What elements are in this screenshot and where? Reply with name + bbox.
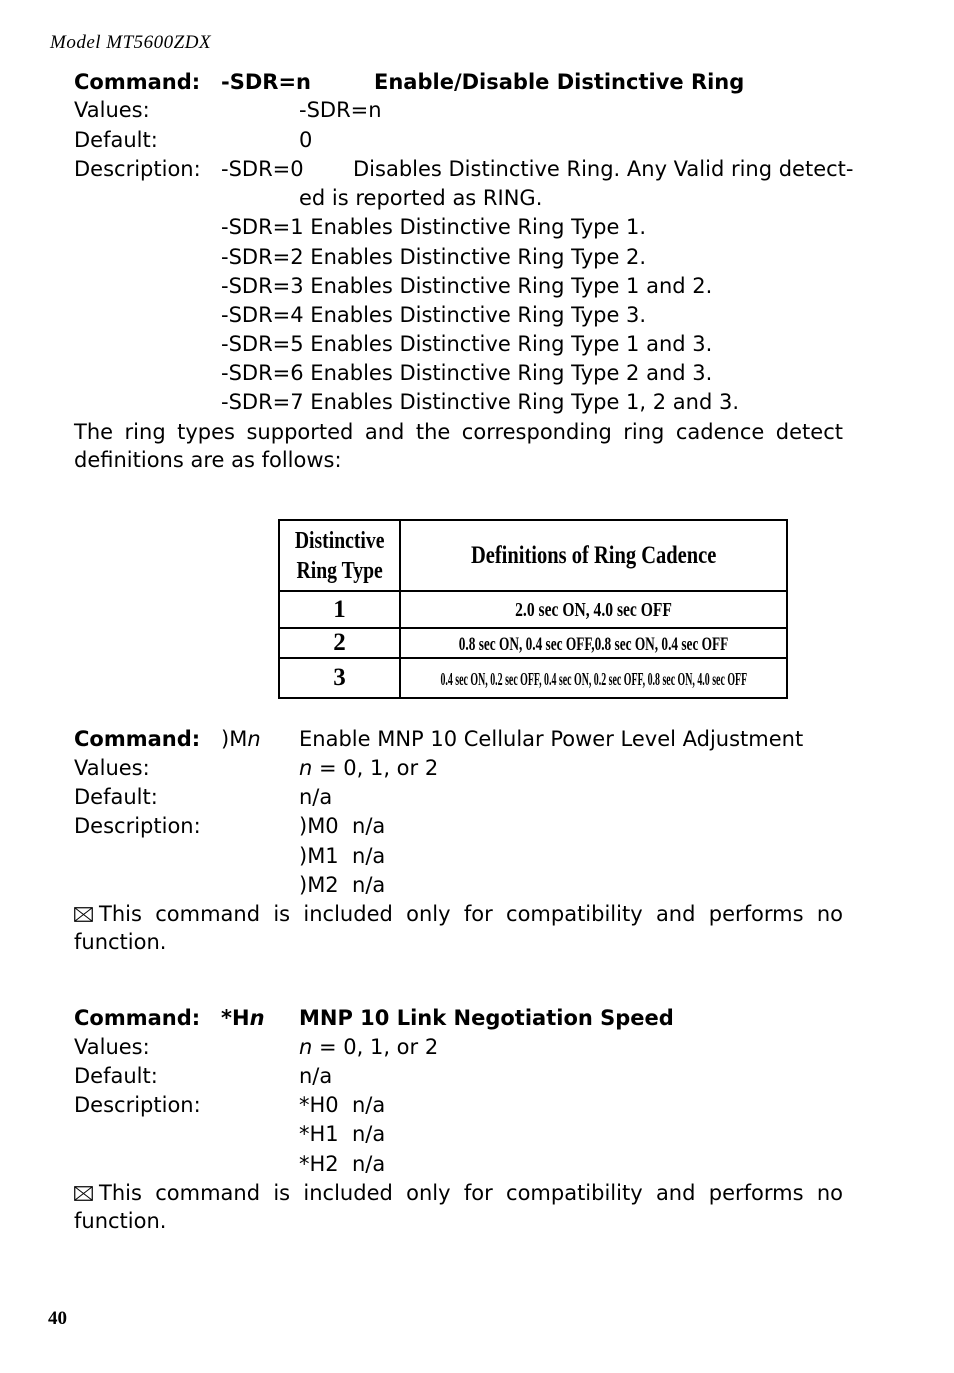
cadence-definition-cell: [400, 658, 787, 698]
hn-values: [299, 1033, 438, 1062]
envelope-note-icon: [74, 907, 93, 922]
sdr-title: Enable/Disable Distinctive Ring: [374, 70, 745, 94]
ring-type-cell: 2: [279, 628, 400, 658]
sdr-option-3: -SDR=3 Enables Distinctive Ring Type 1 and 2.: [221, 274, 713, 298]
sdr-values-label: Values:: [74, 98, 150, 122]
hn-values-label: Values:: [74, 1035, 150, 1059]
sdr-option-7: -SDR=7 Enables Distinctive Ring Type 1, 2 and 3.: [221, 390, 740, 414]
header-cadence-definitions-text: Definitions of Ring Cadence: [470, 541, 717, 569]
hn-note: [74, 1179, 843, 1235]
mn-command-var: n: [247, 727, 261, 751]
hn-command: [221, 1004, 265, 1033]
mn-values-var: n: [299, 756, 313, 780]
hn-option-2: *H2 n/a: [299, 1152, 386, 1176]
table-header-row: [279, 520, 787, 591]
sdr-option-2: -SDR=2 Enables Distinctive Ring Type 2.: [221, 245, 647, 269]
header-ring-type-line2: Ring Type: [296, 557, 383, 584]
sdr-option-6: -SDR=6 Enables Distinctive Ring Type 2 and 3.: [221, 361, 713, 385]
ring-type-cell: 3: [279, 658, 400, 698]
mn-values-label: Values:: [74, 756, 150, 780]
hn-option-1: *H1 n/a: [299, 1122, 386, 1146]
ring-types-paragraph: The ring types supported and the corresponding ring cadence detect definitions are as follows:: [74, 420, 843, 472]
hn-default-label: Default:: [74, 1064, 158, 1088]
cadence-definition-text: 0.8 sec ON, 0.4 sec OFF,0.8 sec ON, 0.4 sec OFF: [458, 633, 729, 655]
table-row: [279, 628, 787, 658]
sdr-option-0-text-cont: ed is reported as RING.: [299, 186, 543, 210]
mn-option-2: )M2 n/a: [299, 873, 386, 897]
mn-command-prefix: )M: [221, 727, 248, 751]
mn-note-text: This command is included only for compatibility and performs no function.: [74, 902, 843, 954]
table-row: [279, 591, 787, 628]
cadence-definition-cell: [400, 591, 787, 628]
mn-values-rest: = 0, 1, or 2: [312, 756, 439, 780]
header-ring-type-line1: Distinctive: [294, 527, 385, 554]
mn-description-label: Description:: [74, 814, 201, 838]
hn-values-var: n: [299, 1035, 313, 1059]
sdr-values: -SDR=n: [299, 98, 382, 122]
sdr-default-label: Default:: [74, 128, 158, 152]
header-ring-type: [279, 520, 400, 591]
sdr-command-label: Command:: [74, 70, 201, 94]
sdr-default: 0: [299, 128, 313, 152]
hn-title: MNP 10 Link Negotiation Speed: [299, 1006, 674, 1030]
ring-type-cell: 1: [279, 591, 400, 628]
hn-command-label: Command:: [74, 1006, 201, 1030]
mn-note: [74, 900, 843, 956]
sdr-option-5: -SDR=5 Enables Distinctive Ring Type 1 and 3.: [221, 332, 713, 356]
mn-default-label: Default:: [74, 785, 158, 809]
sdr-option-0-text: Disables Distinctive Ring. Any Valid ring detect-: [353, 157, 854, 181]
mn-command-label: Command:: [74, 727, 201, 751]
hn-description-label: Description:: [74, 1093, 201, 1117]
mn-option-0: )M0 n/a: [299, 814, 386, 838]
hn-option-0: *H0 n/a: [299, 1093, 386, 1117]
hn-command-prefix: *H: [221, 1006, 250, 1030]
sdr-option-1: -SDR=1 Enables Distinctive Ring Type 1.: [221, 215, 647, 239]
hn-command-var: n: [249, 1006, 265, 1030]
hn-note-text: This command is included only for compatibility and performs no function.: [74, 1181, 843, 1233]
mn-default: n/a: [299, 785, 333, 809]
sdr-option-4: -SDR=4 Enables Distinctive Ring Type 3.: [221, 303, 647, 327]
sdr-option-0-code: -SDR=0: [221, 157, 304, 181]
cadence-definition-text: 2.0 sec ON, 4.0 sec OFF: [515, 599, 672, 621]
mn-option-1: )M1 n/a: [299, 844, 386, 868]
mn-command: [221, 725, 261, 754]
table-row: [279, 658, 787, 698]
sdr-description-label: Description:: [74, 157, 201, 181]
header-cadence-definitions: [400, 520, 787, 591]
page-header-model: Model MT5600ZDX: [50, 32, 212, 53]
cadence-definition-cell: [400, 628, 787, 658]
mn-values: [299, 754, 438, 783]
cadence-definition-text: 0.4 sec ON, 0.2 sec OFF, 0.4 sec ON, 0.2 sec OFF, 0.8 sec ON, 4.0 sec OFF: [440, 668, 747, 689]
ring-cadence-table: [278, 519, 788, 699]
sdr-command: -SDR=n: [221, 70, 311, 94]
envelope-note-icon: [74, 1186, 93, 1201]
mn-title: Enable MNP 10 Cellular Power Level Adjustment: [299, 727, 804, 751]
hn-default: n/a: [299, 1064, 333, 1088]
hn-values-rest: = 0, 1, or 2: [312, 1035, 439, 1059]
page-number: 40: [48, 1308, 67, 1329]
